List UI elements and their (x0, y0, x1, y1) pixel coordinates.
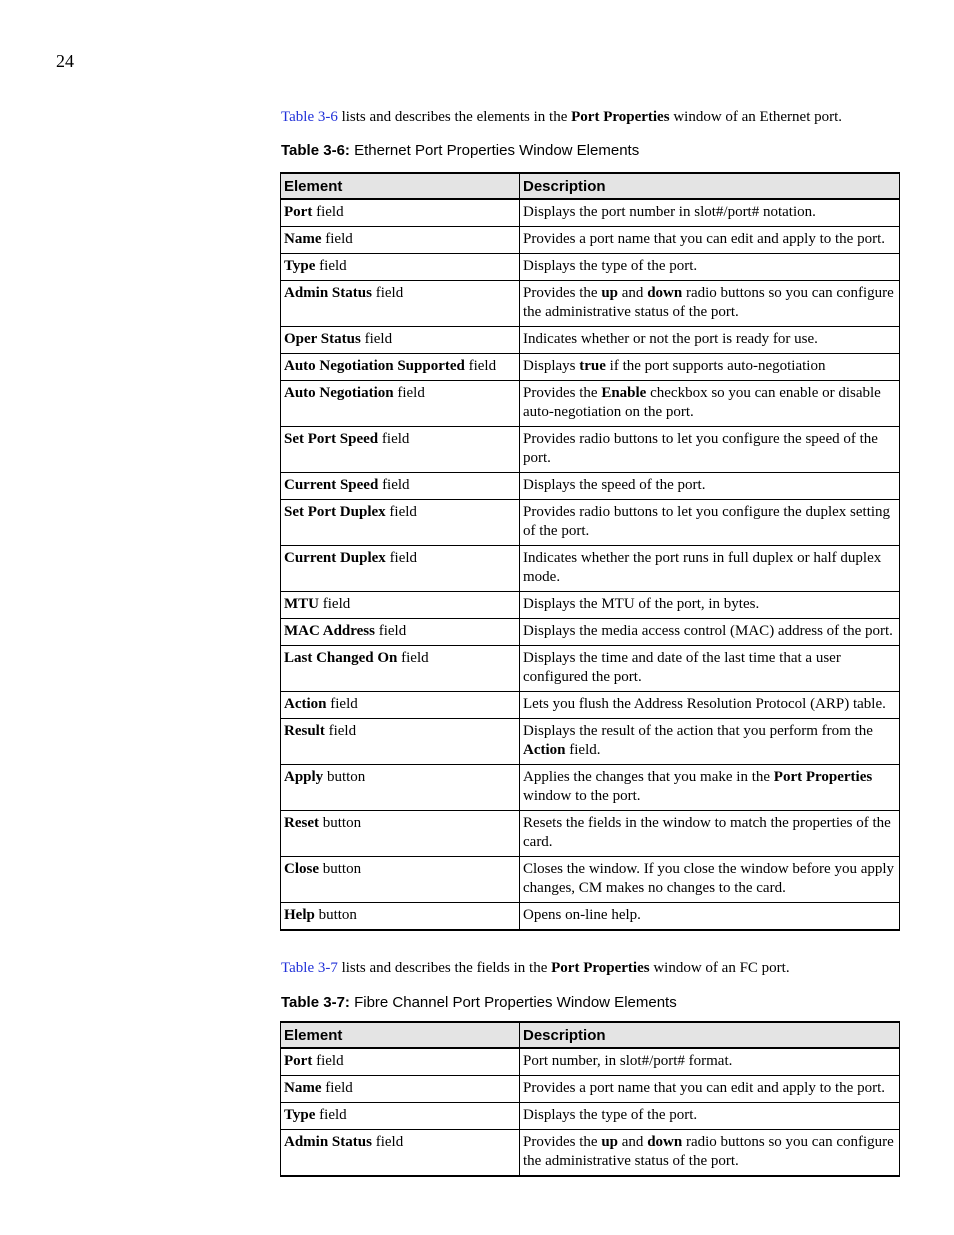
bold-text: up (601, 285, 619, 301)
description-cell (520, 500, 900, 546)
bold-text: Result (284, 723, 325, 739)
table-row (281, 1130, 900, 1177)
description-cell (520, 811, 900, 857)
cell-text: Provides a port name that you can edit and apply to the port. (523, 231, 885, 247)
column-header-element: Element (281, 1022, 520, 1048)
element-cell (281, 765, 520, 811)
cell-text: Displays (523, 358, 580, 374)
table-3-7-link[interactable]: Table 3-7 (281, 960, 338, 976)
intro-bold: Port Properties (571, 109, 670, 125)
cell-text: Provides the (523, 385, 602, 401)
table-row (281, 1048, 900, 1076)
cell-text: Displays the type of the port. (523, 1107, 698, 1123)
cell-text: field (371, 1134, 404, 1150)
cell-text: Indicates whether the port runs in full duplex or half duplex mode. (523, 550, 882, 585)
table-row (281, 692, 900, 719)
description-cell (520, 281, 900, 327)
cell-text: checkbox so you can enable or disable auto-negotiation on the port. (523, 385, 881, 420)
description-cell (520, 327, 900, 354)
bold-text: Enable (601, 385, 647, 401)
intro-text: window of an Ethernet port. (669, 109, 843, 125)
bold-text: true (579, 358, 606, 374)
intro-paragraph-table-3-6 (281, 108, 842, 126)
column-header-description: Description (520, 1022, 900, 1048)
element-cell (281, 227, 520, 254)
cell-text: field (319, 596, 351, 612)
page-number: 24 (56, 51, 74, 71)
description-cell (520, 857, 900, 903)
table-row (281, 381, 900, 427)
description-cell (520, 903, 900, 931)
cell-text: field. (565, 742, 601, 758)
bold-text: Name (284, 1080, 322, 1096)
description-cell (520, 199, 900, 227)
bold-text: Current Speed (284, 477, 379, 493)
cell-text: button (318, 815, 362, 831)
element-cell (281, 692, 520, 719)
table-row (281, 354, 900, 381)
table-row (281, 765, 900, 811)
cell-text: field (324, 723, 357, 739)
element-cell (281, 473, 520, 500)
bold-text: Set Port Duplex (284, 504, 386, 520)
element-cell (281, 903, 520, 931)
bold-text: Type (284, 258, 316, 274)
cell-text: Provides radio buttons to let you configure the duplex setting of the port. (523, 504, 891, 539)
cell-text: Applies the changes that you make in the (523, 769, 774, 785)
bold-text: Auto Negotiation (284, 385, 394, 401)
bold-text: Admin Status (284, 285, 372, 301)
cell-text: field (315, 258, 347, 274)
caption-label: Table 3-6: (281, 142, 350, 159)
intro-paragraph-table-3-7 (281, 959, 790, 977)
table-row (281, 327, 900, 354)
intro-text: lists and describes the fields in the (337, 960, 552, 976)
bold-text: Current Duplex (284, 550, 386, 566)
element-cell (281, 500, 520, 546)
table-row (281, 227, 900, 254)
cell-text: field (385, 550, 418, 566)
table-3-7-caption (281, 994, 677, 1012)
cell-text: Displays the speed of the port. (523, 477, 706, 493)
element-cell (281, 592, 520, 619)
table-row (281, 592, 900, 619)
cell-text: Provides the (523, 285, 602, 301)
intro-text: window of an FC port. (649, 960, 790, 976)
cell-text: field (312, 1053, 344, 1069)
cell-text: field (312, 204, 344, 220)
table-row (281, 473, 900, 500)
cell-text: button (319, 861, 362, 877)
bold-text: Name (284, 231, 322, 247)
bold-text: MTU (284, 596, 319, 612)
bold-text: Action (523, 742, 566, 758)
bold-text: Admin Status (284, 1134, 372, 1150)
description-cell (520, 692, 900, 719)
caption-label: Table 3-7: (281, 994, 350, 1011)
table-row (281, 1103, 900, 1130)
bold-text: Help (284, 907, 315, 923)
element-cell (281, 254, 520, 281)
table-header-row (281, 173, 900, 199)
table-header-row (281, 1022, 900, 1048)
bold-text: Type (284, 1107, 316, 1123)
element-cell (281, 719, 520, 765)
bold-text: Reset (284, 815, 319, 831)
element-cell (281, 619, 520, 646)
cell-text: Opens on-line help. (523, 907, 641, 923)
cell-text: Indicates whether or not the port is ready for use. (523, 331, 818, 347)
cell-text: Provides the (523, 1134, 602, 1150)
element-cell (281, 327, 520, 354)
cell-text: field (378, 477, 410, 493)
cell-text: radio buttons so you can configure the administrative status of the port. (523, 285, 894, 320)
element-cell (281, 427, 520, 473)
table-row (281, 811, 900, 857)
description-cell (520, 1048, 900, 1076)
table-row (281, 281, 900, 327)
cell-text: field (464, 358, 497, 374)
cell-text: field (397, 650, 429, 666)
cell-text: Displays the media access control (MAC) address of the port. (523, 623, 893, 639)
element-cell (281, 1048, 520, 1076)
description-cell (520, 1103, 900, 1130)
table-row (281, 1076, 900, 1103)
description-cell (520, 546, 900, 592)
bold-text: Port (284, 204, 313, 220)
fc-port-properties-table (280, 1021, 900, 1177)
bold-text: Last Changed On (284, 650, 398, 666)
description-cell (520, 427, 900, 473)
cell-text: field (326, 696, 358, 712)
cell-text: Closes the window. If you close the window before you apply changes, CM makes no changes to the card. (523, 861, 895, 896)
element-cell (281, 381, 520, 427)
element-cell (281, 199, 520, 227)
cell-text: Displays the result of the action that you perform from the (523, 723, 873, 739)
element-cell (281, 857, 520, 903)
cell-text: Displays the time and date of the last time that a user configured the port. (523, 650, 841, 685)
description-cell (520, 765, 900, 811)
bold-text: Apply (284, 769, 324, 785)
table-row (281, 546, 900, 592)
bold-text: down (647, 1134, 683, 1150)
intro-text: lists and describes the elements in the (337, 109, 572, 125)
cell-text: button (323, 769, 366, 785)
element-cell (281, 811, 520, 857)
ethernet-port-properties-table (280, 172, 900, 931)
description-cell (520, 719, 900, 765)
cell-text: window to the port. (523, 788, 641, 804)
bold-text: Oper Status (284, 331, 361, 347)
cell-text: field (393, 385, 425, 401)
table-3-6-caption (281, 142, 639, 160)
description-cell (520, 1130, 900, 1177)
cell-text: field (321, 1080, 353, 1096)
bold-text: Port (284, 1053, 313, 1069)
element-cell (281, 1076, 520, 1103)
table-3-6-link[interactable]: Table 3-6 (281, 109, 338, 125)
caption-title: Fibre Channel Port Properties Window Elements (349, 994, 677, 1011)
cell-text: field (371, 285, 404, 301)
cell-text: and (618, 1134, 648, 1150)
bold-text: MAC Address (284, 623, 375, 639)
cell-text: field (378, 431, 410, 447)
element-cell (281, 354, 520, 381)
description-cell (520, 619, 900, 646)
bold-text: Action (284, 696, 327, 712)
cell-text: radio buttons so you can configure the administrative status of the port. (523, 1134, 894, 1169)
bold-text: Auto Negotiation Supported (284, 358, 465, 374)
cell-text: Displays the type of the port. (523, 258, 698, 274)
cell-text: Resets the fields in the window to match the properties of the card. (523, 815, 891, 850)
cell-text: if the port supports auto-negotiation (605, 358, 826, 374)
table-row (281, 199, 900, 227)
bold-text: Close (284, 861, 319, 877)
cell-text: field (315, 1107, 347, 1123)
table-row (281, 719, 900, 765)
cell-text: Displays the port number in slot#/port# notation. (523, 204, 816, 220)
table-row (281, 857, 900, 903)
element-cell (281, 281, 520, 327)
cell-text: Displays the MTU of the port, in bytes. (523, 596, 760, 612)
table-row (281, 254, 900, 281)
cell-text: Port number, in slot#/port# format. (523, 1053, 733, 1069)
description-cell (520, 354, 900, 381)
cell-text: field (385, 504, 417, 520)
table-row (281, 500, 900, 546)
description-cell (520, 381, 900, 427)
column-header-description: Description (520, 173, 900, 199)
cell-text: button (314, 907, 357, 923)
intro-bold: Port Properties (551, 960, 650, 976)
column-header-element: Element (281, 173, 520, 199)
bold-text: Port Properties (773, 769, 873, 785)
element-cell (281, 646, 520, 692)
description-cell (520, 227, 900, 254)
bold-text: up (601, 1134, 619, 1150)
cell-text: Provides radio buttons to let you configure the speed of the port. (523, 431, 878, 466)
element-cell (281, 1103, 520, 1130)
description-cell (520, 592, 900, 619)
table-row (281, 903, 900, 931)
description-cell (520, 1076, 900, 1103)
cell-text: Lets you flush the Address Resolution Protocol (ARP) table. (523, 696, 886, 712)
description-cell (520, 473, 900, 500)
cell-text: and (618, 285, 648, 301)
caption-title: Ethernet Port Properties Window Elements (349, 142, 640, 159)
element-cell (281, 546, 520, 592)
table-row (281, 619, 900, 646)
cell-text: field (360, 331, 393, 347)
element-cell (281, 1130, 520, 1177)
bold-text: down (647, 285, 683, 301)
cell-text: field (321, 231, 353, 247)
cell-text: field (374, 623, 407, 639)
cell-text: Provides a port name that you can edit and apply to the port. (523, 1080, 885, 1096)
bold-text: Set Port Speed (284, 431, 379, 447)
table-row (281, 427, 900, 473)
description-cell (520, 254, 900, 281)
description-cell (520, 646, 900, 692)
table-row (281, 646, 900, 692)
